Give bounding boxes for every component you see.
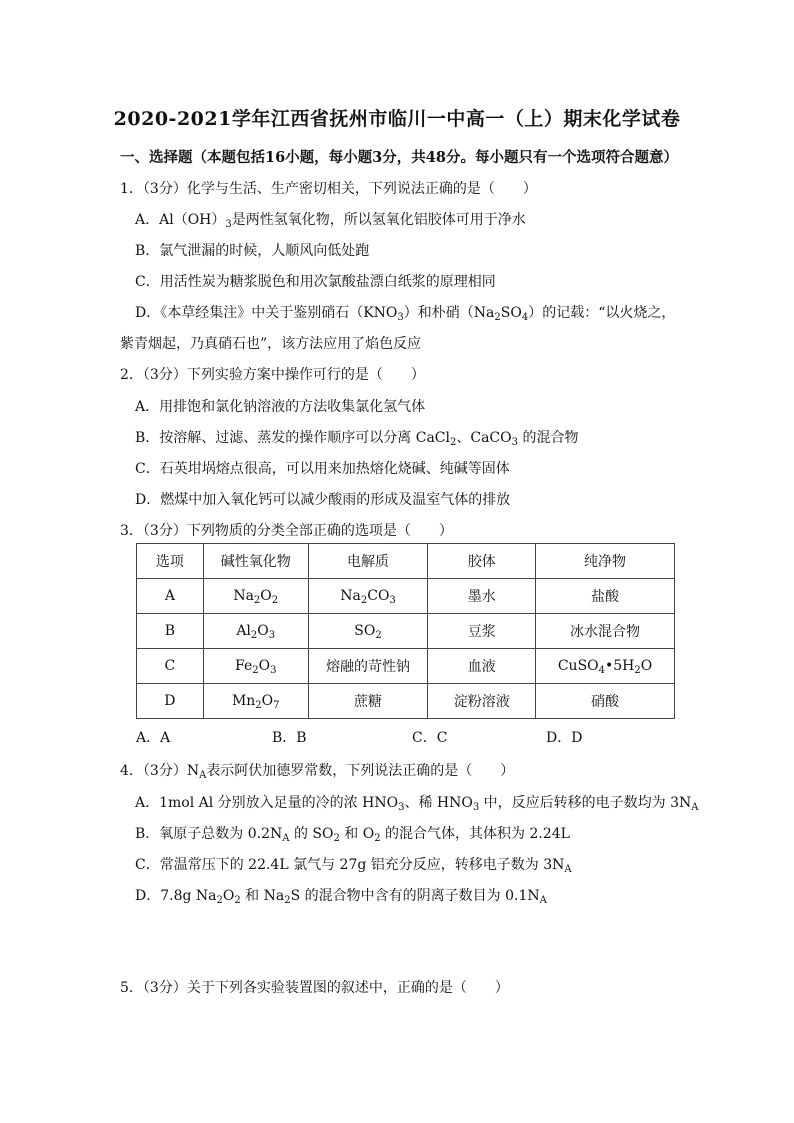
table-cell: [536, 579, 675, 614]
subscript-text: A: [539, 895, 547, 906]
subscript-text: 2: [333, 833, 340, 844]
table-cell: [428, 579, 536, 614]
question-1-option-b: [135, 240, 369, 260]
text-run: A．用排饱和氯化钠溶液的方法收集氯化氢气体: [135, 399, 426, 415]
table-header-row: [137, 544, 675, 579]
subscript-text: 3: [268, 630, 276, 641]
subscript-text: 2: [271, 595, 279, 606]
table-cell: [308, 579, 428, 614]
text-run: C．用活性炭为糖浆脱色和用次氯酸盐漂白纸浆的原理相同: [135, 274, 496, 290]
subscript-text: 2: [494, 312, 501, 323]
text-run: SO: [354, 623, 376, 639]
table-cell: [137, 684, 204, 719]
text-run: ）的记载：“以火烧之，: [528, 305, 676, 321]
text-run: D: [164, 693, 176, 709]
text-run: Na: [340, 588, 361, 604]
subscript-text: 3: [511, 437, 518, 448]
text-run: 、稀 HNO: [404, 795, 473, 811]
text-run: 选项: [155, 554, 184, 570]
subscript-text: 2: [375, 630, 382, 641]
subscript-text: 2: [234, 895, 241, 906]
text-run: B．氧原子总数为 0.2N: [135, 826, 283, 842]
text-run: 的混合物: [518, 430, 579, 446]
question-2-stem: 2．（3分）下列实验方案中操作可行的是（ ）: [120, 367, 425, 383]
table-cell: [137, 649, 204, 684]
text-run: 硝酸: [591, 694, 620, 710]
table-cell: [203, 614, 308, 649]
subscript-text: 3: [270, 665, 277, 676]
question-2-option-d: [135, 489, 510, 509]
question-4-option-b: [135, 823, 570, 843]
subscript-text: 7: [273, 700, 280, 711]
text-run: •5H: [605, 658, 635, 674]
subscript-text: 3: [389, 595, 396, 606]
text-run: 4．（3分）N: [120, 763, 200, 779]
text-run: 是两性氢氧化物，所以氢氧化铝胶体可用于净水: [231, 212, 526, 228]
answer-option-d: D．D: [546, 730, 583, 746]
text-run: 盐酸: [591, 589, 620, 605]
text-run: O: [257, 623, 269, 639]
table-header-cell: [428, 544, 536, 579]
text-run: 的 SO: [289, 826, 334, 842]
text-run: O: [640, 658, 653, 674]
table-row: [137, 649, 675, 684]
subscript-text: A: [199, 770, 207, 781]
question-5-stem: 5．（3分）关于下列各实验装置图的叙述中，正确的是（ ）: [120, 980, 509, 996]
table-cell: [428, 649, 536, 684]
subscript-text: 2: [634, 665, 641, 676]
classification-table: [136, 543, 675, 719]
text-run: Al: [236, 623, 251, 639]
text-run: C．石英坩埚熔点很高，可以用来加热熔化烧碱、纯碱等固体: [135, 461, 510, 477]
text-run: 、CaCO: [456, 430, 512, 446]
table-header-cell: [203, 544, 308, 579]
text-run: A．Al（OH）: [135, 212, 226, 228]
question-1-option-d: [135, 302, 675, 322]
subscript-text: 2: [255, 700, 262, 711]
text-run: A．1mol Al 分别放入足量的冷的浓 HNO: [135, 795, 399, 811]
text-run: C．常温常压下的 22.4L 氯气与 27g 铝充分反应，转移电子数为 3N: [135, 857, 565, 873]
table-cell: [203, 684, 308, 719]
text-run: 墨水: [467, 589, 496, 605]
table-row: [137, 684, 675, 719]
text-run: 熔融的苛性钠: [326, 659, 411, 675]
answer-option-b: B．B: [272, 730, 307, 746]
question-2-option-b: [135, 427, 578, 447]
text-run: 血液: [467, 659, 496, 675]
subscript-text: 2: [450, 437, 457, 448]
text-run: 蔗糖: [354, 694, 383, 710]
table-cell: [428, 684, 536, 719]
table-cell: [536, 614, 675, 649]
text-run: D．燃煤中加入氧化钙可以减少酸雨的形成及温室气体的排放: [135, 492, 511, 508]
text-run: CuSO: [557, 658, 599, 674]
subscript-text: 2: [252, 665, 259, 676]
text-run: 中，反应后转移的电子数均为 3N: [479, 795, 692, 811]
text-run: D．《本草经集注》中关于鉴别硝石（KNO: [135, 305, 398, 321]
subscript-text: 2: [360, 595, 368, 606]
question-1-option-c: [135, 271, 496, 291]
text-run: A: [164, 588, 175, 604]
table-header-cell: [308, 544, 428, 579]
text-run: D．7.8g Na: [135, 888, 217, 904]
text-run: O: [222, 888, 235, 904]
table-cell: [536, 649, 675, 684]
answer-option-c: C．C: [412, 730, 448, 746]
question-1-stem: 1．（3分）化学与生活、生产密切相关，下列说法正确的是（ ）: [120, 181, 537, 197]
text-run: 紫青烟起，乃真硝石也”，该方法应用了焰色反应: [120, 336, 422, 352]
text-run: B．按溶解、过滤、蒸发的操作顺序可以分离 CaCl: [135, 430, 450, 446]
table-cell: [137, 579, 204, 614]
section-heading: 一、选择题（本题包括16小题，每小题3分，共48分。每小题只有一个选项符合题意）: [120, 149, 678, 166]
text-run: 淀粉溶液: [453, 694, 510, 710]
subscript-text: A: [282, 833, 290, 844]
text-run: O: [261, 693, 274, 709]
page-title: 2020-2021学年江西省抚州市临川一中高一（上）期末化学试卷: [113, 108, 681, 130]
table-cell: [308, 614, 428, 649]
subscript-text: A: [564, 864, 572, 875]
table-cell: [308, 684, 428, 719]
question-4-option-d: [135, 885, 547, 905]
question-2-option-a: [135, 396, 425, 416]
text-run: 和 O: [339, 826, 375, 842]
subscript-text: 3: [225, 219, 232, 230]
table-cell: [203, 649, 308, 684]
question-1-option-a: [135, 209, 526, 229]
text-run: B: [164, 623, 176, 639]
answer-option-a: A．A: [136, 730, 171, 746]
question-4-option-c: [135, 854, 572, 874]
table-cell: [428, 614, 536, 649]
question-1-option-d-continued: [120, 333, 421, 353]
text-run: 纯净物: [584, 554, 627, 570]
subscript-text: 3: [472, 802, 480, 813]
text-run: C: [164, 658, 176, 674]
subscript-text: 4: [598, 665, 606, 676]
text-run: O: [258, 658, 271, 674]
text-run: S 的混合物中含有的阴离子数目为 0.1N: [290, 888, 540, 904]
text-run: 电解质: [347, 554, 390, 570]
text-run: Na: [233, 588, 254, 604]
subscript-text: 2: [250, 630, 258, 641]
table-row: [137, 614, 675, 649]
question-2-option-c: [135, 458, 510, 478]
text-run: Fe: [235, 658, 253, 674]
question-3-answers: [136, 727, 636, 747]
table-header-cell: [536, 544, 675, 579]
text-run: 碱性氧化物: [220, 554, 291, 570]
table-row: [137, 579, 675, 614]
text-run: B．氯气泄漏的时候，人顺风向低处跑: [135, 243, 370, 259]
subscript-text: 3: [397, 312, 404, 323]
question-4-option-a: [135, 792, 699, 812]
table-header-cell: [137, 544, 204, 579]
text-run: O: [260, 588, 272, 604]
text-run: 表示阿伏加德罗常数，下列说法正确的是（ ）: [206, 763, 515, 779]
question-4-stem: [120, 760, 514, 780]
table-cell: [203, 579, 308, 614]
question-3-stem: 3．（3分）下列物质的分类全部正确的选项是（ ）: [120, 523, 453, 539]
subscript-text: 2: [374, 833, 381, 844]
text-run: 胶体: [467, 554, 496, 570]
text-run: CO: [367, 588, 390, 604]
subscript-text: 3: [398, 802, 405, 813]
text-run: 豆浆: [467, 624, 496, 640]
text-run: ）和朴硝（Na: [403, 305, 495, 321]
text-run: 和 Na: [240, 888, 285, 904]
table-cell: [536, 684, 675, 719]
subscript-text: 2: [253, 595, 261, 606]
subscript-text: 2: [284, 895, 291, 906]
text-run: SO: [500, 305, 522, 321]
subscript-text: A: [691, 802, 699, 813]
subscript-text: 2: [216, 895, 223, 906]
subscript-text: 4: [521, 312, 529, 323]
table-cell: [137, 614, 204, 649]
text-run: 冰水混合物: [570, 624, 641, 640]
table-cell: [308, 649, 428, 684]
text-run: Mn: [231, 693, 256, 709]
text-run: 的混合气体，其体积为 2.24L: [380, 826, 570, 842]
